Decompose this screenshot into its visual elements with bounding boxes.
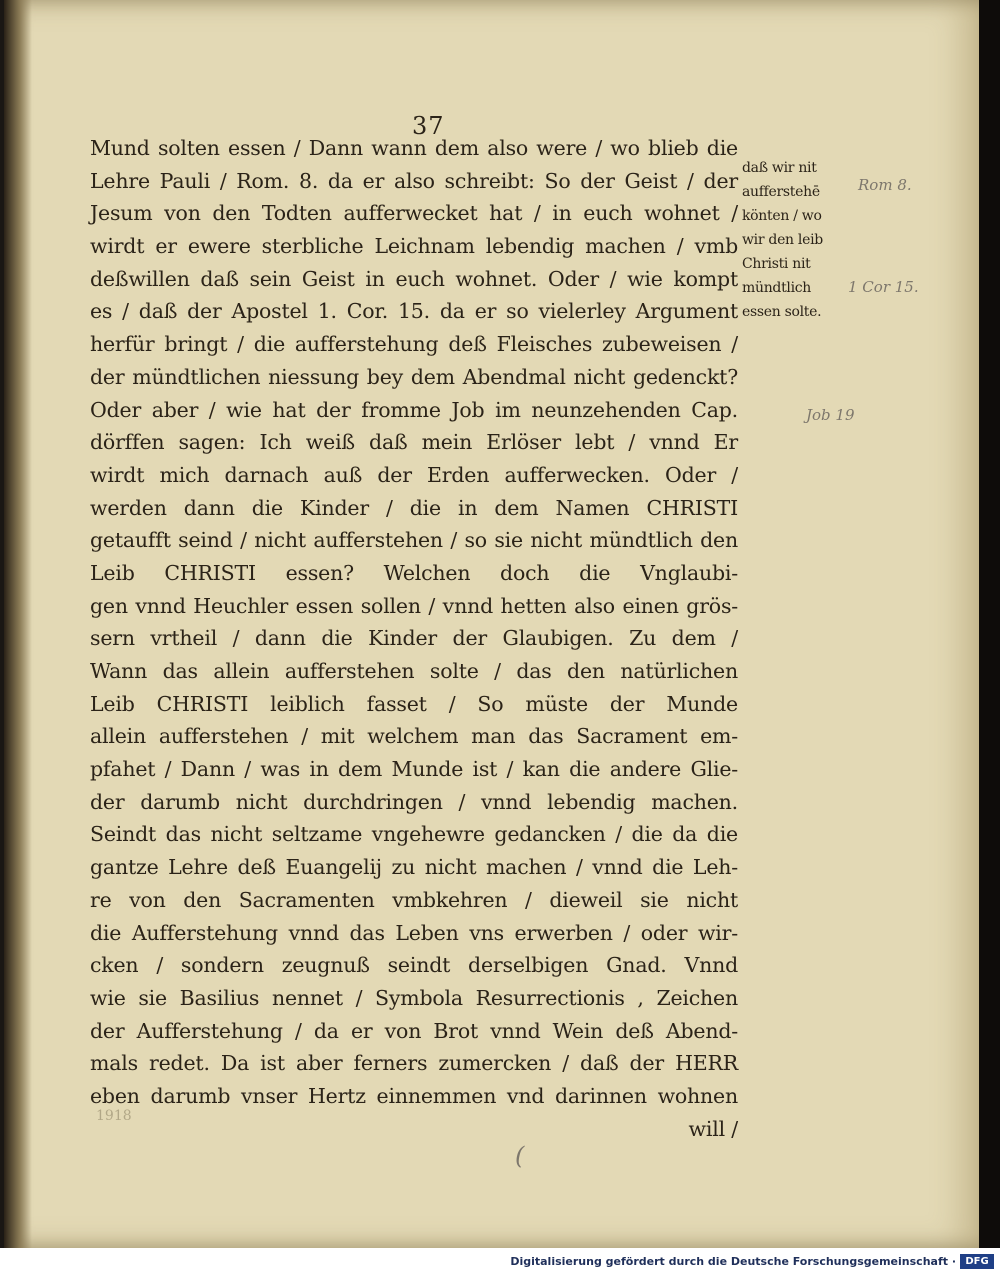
footer-bar [0,1248,1000,1276]
text-line: der Aufferstehung / da er von Brot vnnd Wein deß Abend- [90,1018,738,1043]
marginal-note-line: aufferstehē [742,184,820,200]
text-line: herfür bringt / die aufferstehung deß Fleisches zubeweisen / [90,332,738,357]
text-line: will / [688,1116,738,1141]
book-spine-shadow [4,0,32,1248]
page-edge-shadow [979,0,1000,1248]
marginal-note-line: wir den leib [742,232,823,248]
text-line: allein aufferstehen / mit welchem man das Sacrament em- [90,724,738,749]
handwritten-stroke: ( [515,1142,525,1170]
funding-credit: Digitalisierung gefördert durch die Deutsche Forschungsgemeinschaft · [510,1255,956,1268]
text-line: Leib CHRISTI essen? Welchen doch die Vnglaubi- [90,560,738,585]
text-line: Jesum von den Todten aufferwecket hat / in euch wohnet / [90,201,738,226]
text-line: es / daß der Apostel 1. Cor. 15. da er so vielerley Argument [90,299,738,324]
text-line: wie sie Basilius nennet / Symbola Resurrectionis , Zeichen [90,985,738,1010]
page-number: 37 [412,112,445,140]
marginal-note-line: mündtlich [742,280,812,296]
main-text-block [90,132,738,1145]
text-line: wirdt er ewere sterbliche Leichnam lebendig machen / vmb [90,234,738,259]
handwritten-annotation-rom: Rom 8. [858,176,912,194]
text-line: Mund solten essen / Dann wann dem also were / wo blieb die [90,136,738,160]
text-line: Seindt das nicht seltzame vngehewre gedancken / die da die [90,822,738,847]
text-line: die Aufferstehung vnnd das Leben vns erwerben / oder wir- [90,920,738,945]
text-line: werden dann die Kinder / die in dem Namen CHRISTI [90,495,738,520]
text-line: cken / sondern zeugnuß seindt derselbigen Gnad. Vnnd [90,953,738,978]
marginal-note-line: könten / wo [742,208,822,224]
text-line: Lehre Pauli / Rom. 8. da er also schreibt: So der Geist / der [90,168,738,193]
marginal-note-line: daß wir nit [742,160,817,176]
text-line: sern vrtheil / dann die Kinder der Glaubigen. Zu dem / [90,626,738,651]
text-line: getaufft seind / nicht aufferstehen / so sie nicht mündtlich den [90,528,738,553]
marginal-note-line: Christi nit [742,256,811,272]
text-line: Leib CHRISTI leiblich fasset / So müste der Munde [90,691,738,716]
bleed-through-text: 1918 [96,1108,132,1124]
text-line: wirdt mich darnach auß der Erden aufferwecken. Oder / [90,462,738,487]
text-line: dörffen sagen: Ich weiß daß mein Erlöser lebt / vnnd Er [90,430,738,455]
dfg-logo: DFG [960,1254,994,1269]
text-line: re von den Sacramenten vmbkehren / dieweil sie nicht [90,887,738,912]
text-line: der darumb nicht durchdringen / vnnd lebendig machen. [90,789,738,814]
marginal-note-line: essen solte. [742,304,822,320]
text-line: gen vnnd Heuchler essen sollen / vnnd hetten also einen grös- [90,593,738,618]
text-line: gantze Lehre deß Euangelij zu nicht machen / vnnd die Leh- [90,855,738,880]
text-line: der mündtlichen niessung bey dem Abendmal nicht gedenckt? [90,364,738,389]
handwritten-annotation-cor: 1 Cor 15. [848,278,919,296]
text-line: eben darumb vnser Hertz einnemmen vnd darinnen wohnen [90,1083,738,1108]
marginal-note [742,156,838,324]
text-line: Wann das allein aufferstehen solte / das den natürlichen [90,659,738,683]
text-line: deßwillen daß sein Geist in euch wohnet. Oder / wie kompt [90,266,738,291]
text-line: Oder aber / wie hat der fromme Job im neunzehenden Cap. [90,397,738,422]
text-line: mals redet. Da ist aber ferners zumercken / daß der HERR [90,1051,738,1076]
handwritten-annotation-job: Job 19 [806,406,855,424]
text-line: pfahet / Dann / was in dem Munde ist / kan die andere Glie- [90,757,738,782]
